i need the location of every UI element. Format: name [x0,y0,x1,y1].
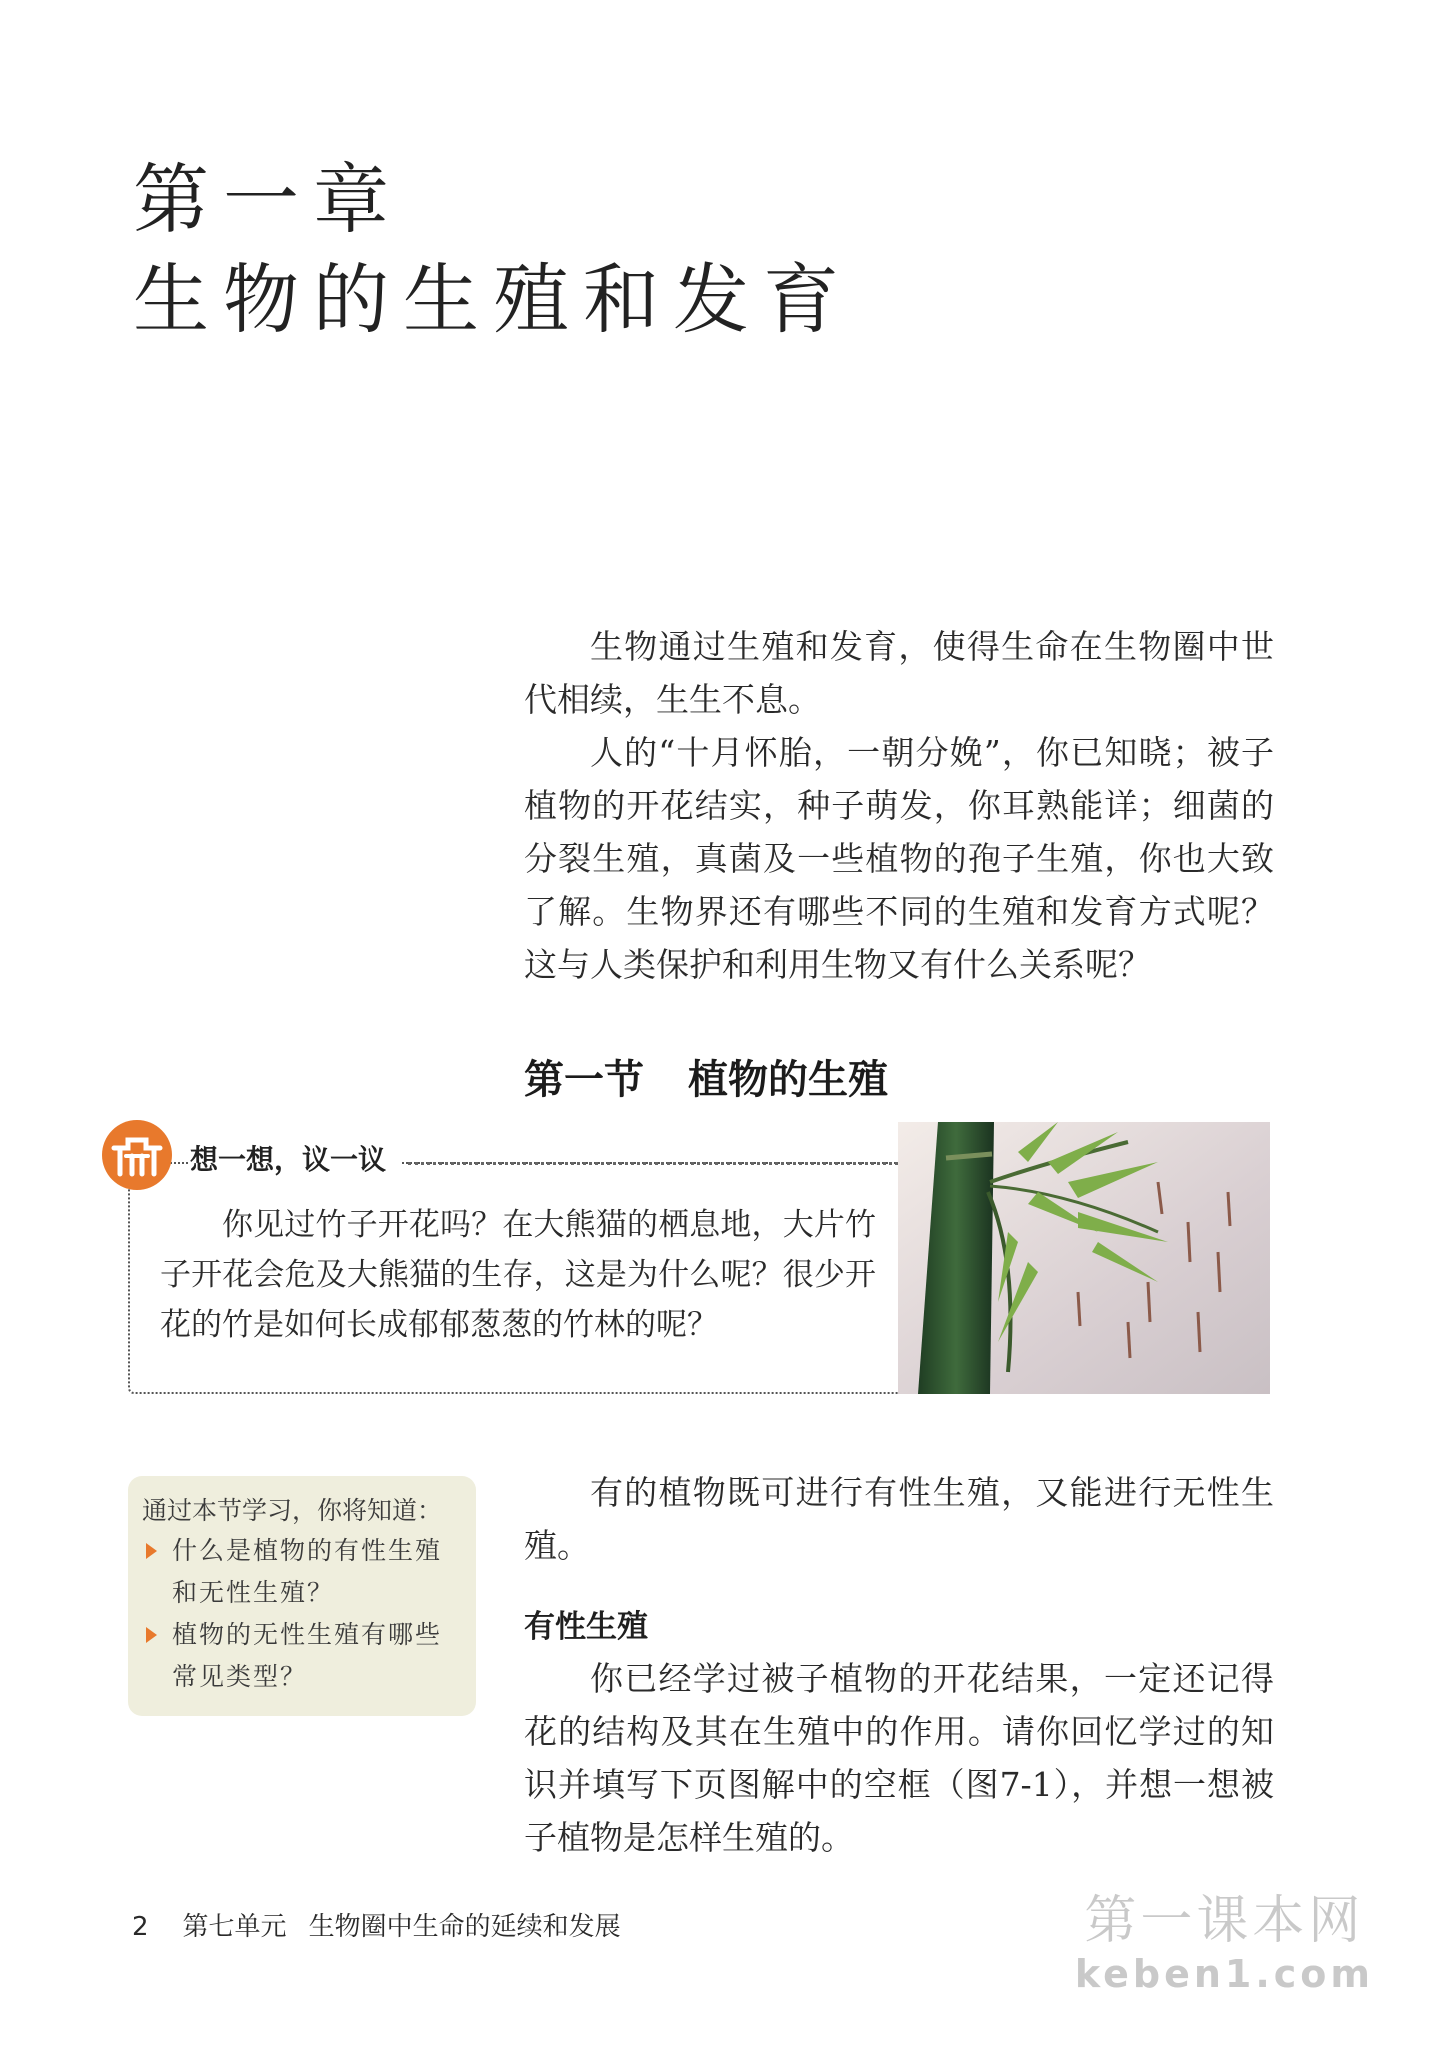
learning-goals-box [128,1476,476,1716]
section-body [524,1466,1274,1864]
learning-goal-text: 什么是植物的有性生殖和无性生殖？ [172,1536,443,1607]
learning-goal-item [142,1614,462,1698]
triangle-bullet-icon [146,1627,157,1643]
page-footer [132,1906,621,1943]
discussion-icon [100,1118,174,1192]
chapter-label: 第一章 [133,155,403,244]
unit-label: 第七单元 [182,1912,287,1942]
unit-title: 生物圈中生命的延续和发展 [308,1912,621,1942]
body-lead: 有的植物既可进行有性生殖，又能进行无性生殖。 [524,1473,1274,1565]
think-discuss-label: 想一想，议一议 [190,1138,400,1178]
triangle-bullet-icon [146,1543,157,1559]
intro-paragraph: 人的“十月怀胎，一朝分娩”，你已知晓；被子植物的开花结实，种子萌发，你耳熟能详；细菌的分裂生殖，真菌及一些植物的孢子生殖，你也大致了解。生物界还有哪些不同的生殖和发育方式呢？这与人类保护和利用生物又有什么关系呢？ [524,733,1274,984]
think-question: 你见过竹子开花吗？在大熊猫的栖息地，大片竹子开花会危及大熊猫的生存，这是为什么呢？很少开花的竹是如何长成郁郁葱葱的竹林的呢？ [160,1207,876,1343]
chapter-heading [133,150,853,350]
section-title: 植物的生殖 [688,1057,888,1103]
section-number: 第一节 [524,1057,644,1103]
watermark-site-name: 第一课本网 [1084,1891,1365,1951]
learning-goal-item [142,1530,462,1614]
chapter-title: 生物的生殖和发育 [133,255,853,344]
bamboo-flower-photo [898,1122,1270,1394]
intro-paragraph: 生物通过生殖和发育，使得生命在生物圈中世代相续，生生不息。 [524,627,1274,719]
learning-goals-title: 通过本节学习，你将知道： [142,1496,443,1525]
subheading-sexual-reproduction: 有性生殖 [524,1609,648,1645]
body-paragraph: 你已经学过被子植物的开花结果，一定还记得花的结构及其在生殖中的作用。请你回忆学过的知识并填写下页图解中的空框（图7-1），并想一想被子植物是怎样生殖的。 [524,1659,1274,1857]
chapter-intro [524,620,1274,991]
section-heading [524,1048,888,1105]
think-discuss-text [160,1200,876,1350]
page-number: 2 [132,1912,149,1942]
watermark [1075,1890,1374,1996]
think-header-divider [408,1162,898,1165]
watermark-domain: keben1.com [1074,1952,1374,1996]
learning-goal-text: 植物的无性生殖有哪些常见类型？ [172,1620,443,1691]
